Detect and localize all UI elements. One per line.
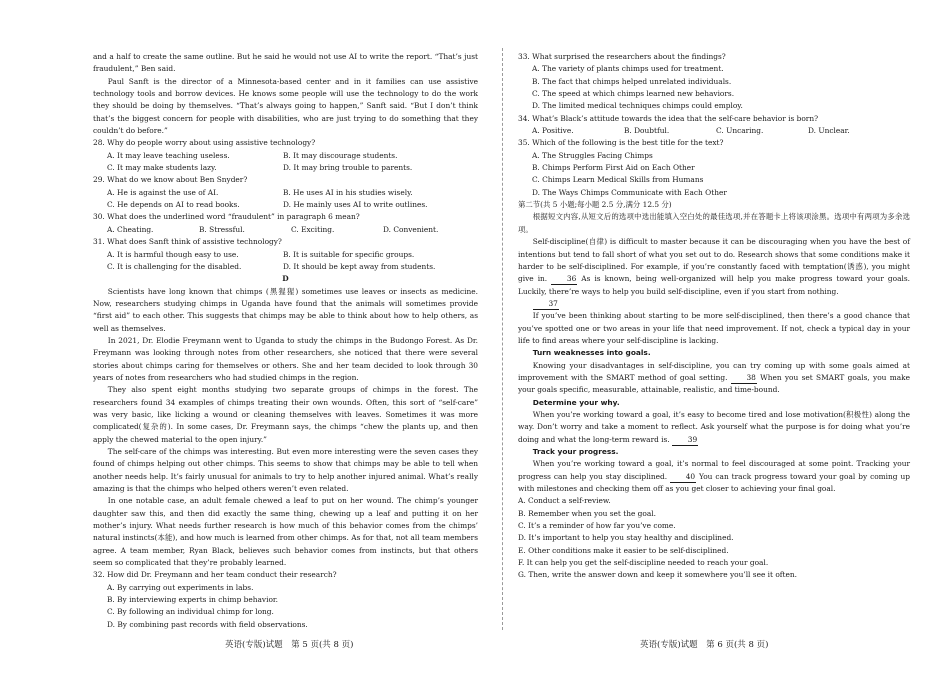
question-stem: 35. Which of the following is the best title for the text? <box>518 138 724 148</box>
cloze-option-d: D. It’s important to help you stay healthy and disciplined. <box>518 533 734 543</box>
question-stem: 29. What do we know about Ben Snyder? <box>93 175 248 185</box>
passage-d-paragraph-5: In one notable case, an adult female chewed a leaf to put on her wound. The chimp’s younger daughter saw this, and then did exactly the same thing, chewing up a leaf and putting it on her mother’s injury. What needs further research is how much of this behavior comes from the chimps’ natural instincts(本能), and how much is learned from other chimps. As for that, not all team members agree. A team member, Ryan Black, believes such behavior comes from instincts, but that others seem so complicated that they’re probably learned. <box>93 496 478 568</box>
cloze-option-g: G. Then, write the answer down and keep it somewhere you’ll see it often. <box>518 570 797 580</box>
passage-c-paragraph-sanft: Paul Sanft is the director of a Minnesota-based center and in it families can use assistive technology tools and borrow devices. He knows some people will use the technology to do the work they should be doing by themselves. “That’s always going to happen,” Sanft said. “But I don’t think that’s the biggest concern for people with disabilities, who are just trying to do something that they couldn’t do before.” <box>93 76 478 136</box>
passage-d-paragraph-2: In 2021, Dr. Elodie Freymann went to Uganda to study the chimps in the Budongo Forest. As Dr. Freymann was looking through notes from other researchers, she noticed that there were several stories about chimps caring for themselves or others. She and her team decided to look through 30 years of notes from researchers who had studied chimps in the region. <box>93 335 478 382</box>
question-35 <box>518 137 910 199</box>
option-c: C. Exciting. <box>291 224 335 234</box>
blank-38: 38 <box>731 373 757 384</box>
question-28 <box>93 137 478 174</box>
cloze-paragraph-4 <box>518 409 910 446</box>
option-c: C. Uncaring. <box>716 126 764 136</box>
question-29 <box>93 174 478 211</box>
subheading-weaknesses: Turn weaknesses into goals. <box>532 348 651 358</box>
cloze-option-c: C. It’s a reminder of how far you’ve come. <box>518 521 676 531</box>
option-c: C. Chimps Learn Medical Skills from Humans <box>532 175 704 185</box>
question-30 <box>93 211 478 236</box>
cloze-text: When you’re working toward a goal, it’s easy to become tired and lose motivation(积极性) along the way. Don’t worry and take a moment to reflect. Ask yourself what the purpose is for doing what you’re doing and what the long-term reward is. <box>518 409 910 444</box>
option-a: A. It is harmful though easy to use. <box>107 249 239 259</box>
option-d: D. Unclear. <box>808 126 850 136</box>
cloze-text: When you set SMART goals, you make your goals specific, measurable, attainable, realistic, and time-bound. <box>518 372 910 395</box>
option-b: B. Chimps Perform First Aid on Each Other <box>532 163 695 173</box>
question-33 <box>518 51 910 113</box>
cloze-paragraph-3 <box>518 360 910 397</box>
option-b: B. By interviewing experts in chimp behavior. <box>107 595 278 605</box>
question-stem: 31. What does Sanft think of assistive technology? <box>93 237 282 247</box>
option-a: A. The Struggles Facing Chimps <box>532 150 653 160</box>
cloze-paragraph-blank-37 <box>518 298 910 310</box>
option-c: C. It is challenging for the disabled. <box>107 261 242 271</box>
option-b: B. It may discourage students. <box>283 150 398 160</box>
cloze-option-f: F. It can help you get the self-discipline needed to reach your goal. <box>518 558 769 568</box>
option-d: D. The Ways Chimps Communicate with Each Other <box>532 187 727 197</box>
option-c: C. It may make students lazy. <box>107 163 217 173</box>
blank-39: 39 <box>672 435 698 446</box>
cloze-options <box>518 495 910 581</box>
cloze-text: When you’re working toward a goal, it’s normal to feel discouraged at some point. Tracking your progress can help you stay disciplined. <box>518 459 910 481</box>
cloze-paragraph-5 <box>518 458 910 495</box>
option-c: C. The speed at which chimps learned new behaviors. <box>532 89 735 99</box>
option-a: A. Positive. <box>532 126 574 136</box>
cloze-option-e: E. Other conditions make it easier to be self-disciplined. <box>518 545 729 555</box>
option-d: D. He mainly uses AI to write outlines. <box>283 200 428 210</box>
option-b: B. Stressful. <box>199 224 245 234</box>
passage-d-paragraph-3: They also spent eight months studying two separate groups of chimps in the forest. The researchers found 34 examples of chimps treating their own wounds. Often, this sort of “self-care” was very basic, like licking a wound or cleaning themselves with leaves. Sometimes it was more complicated(复杂的). In some cases, Dr. Freymann says, the chimps “chew the plants up, and then apply the chewed material to the open injury.” <box>93 385 478 444</box>
option-b: B. He uses AI in his studies wisely. <box>283 187 413 197</box>
cloze-paragraph-1 <box>518 236 910 298</box>
option-a: A. The variety of plants chimps used for treatment. <box>532 64 724 74</box>
question-stem: 33. What surprised the researchers about the findings? <box>518 52 726 61</box>
option-d: D. It may bring trouble to parents. <box>283 163 413 173</box>
option-d: D. It should be kept away from students. <box>283 261 436 271</box>
question-stem: 30. What does the underlined word “fraudulent” in paragraph 6 mean? <box>93 212 360 222</box>
page-footer-6: 英语(专版)试题 第 6 页(共 8 页) <box>640 640 769 650</box>
cloze-text: Self-discipline(自律) is difficult to master because it can be discouraging when you have the best of intentions but tend to fall short of what you set out to do. Research shows that some conditions make it harder to be self-disciplined. For example, if you’re constantly faced with temptation(诱惑), you might give in. <box>518 237 910 284</box>
option-a: A. He is against the use of AI. <box>107 187 219 197</box>
option-c: C. By following an individual chimp for long. <box>107 607 274 617</box>
option-d: D. The limited medical techniques chimps could employ. <box>532 101 743 111</box>
option-b: B. It is suitable for specific groups. <box>283 249 415 259</box>
cloze-text: Knowing your disadvantages in self-discipline, you can try coming up with some goals aimed at improvement with the SMART method of goal setting. <box>518 360 910 382</box>
option-a: A. Cheating. <box>107 224 154 234</box>
cloze-option-b: B. Remember when you set the goal. <box>518 508 656 518</box>
subheading-why: Determine your why. <box>532 397 620 407</box>
option-c: C. He depends on AI to read books. <box>107 200 240 210</box>
question-31 <box>93 236 478 273</box>
passage-d-paragraph-1: Scientists have long known that chimps (黑猩猩) sometimes use leaves or insects as medicine. Now, researchers studying chimps in Uganda have found that the animals will sometimes provide “first aid” to each other. This suggests that chimps may be able to think about how to help others, as well as themselves. <box>93 286 478 333</box>
left-column <box>93 51 478 631</box>
cloze-text: You can track progress toward your goal by coming up with milestones and checking them off as you get closer to achieving your final goal. <box>518 471 910 494</box>
option-d: D. Convenient. <box>383 224 439 234</box>
question-32 <box>93 569 478 631</box>
section-2-instructions: 根据短文内容,从短文后的选项中选出能填入空白处的最佳选项,并在答题卡上将该项涂黑。选项中有两项为多余选项。 <box>518 212 910 234</box>
option-a: A. By carrying out experiments in labs. <box>107 582 254 592</box>
section-2-heading: 第二节(共 5 小题;每小题 2.5 分,满分 12.5 分) <box>518 200 672 210</box>
right-column <box>518 51 910 582</box>
cloze-text: As is known, being well-organized will help you make progress toward your goals. Luckily, there’re ways to help you build self-discipline, even if you start from nothing. <box>518 274 910 296</box>
cloze-paragraph-2: If you’ve been thinking about starting to be more self-disciplined, then there’s a good chance that you’ve spotted one or two areas in your life that need improvement. If not, check a typical day in your life to find areas where your self-discipline is lacking. <box>518 311 910 345</box>
blank-36: 36 <box>551 274 577 285</box>
question-34 <box>518 113 910 138</box>
cloze-option-a: A. Conduct a self-review. <box>518 496 611 506</box>
passage-d-paragraph-4: The self-care of the chimps was interesting. But even more interesting were the seven cases they found of chimps helping out other chimps. This seems to show that chimps may be able to tell when another needs help. It’s fairly unusual for animals to try to help another injured animal. What’s really amazing is that the chimps who helped others weren’t even related. <box>93 447 478 494</box>
blank-37: 37 <box>533 299 559 310</box>
blank-40: 40 <box>670 472 696 483</box>
option-b: B. The fact that chimps helped unrelated individuals. <box>532 76 732 86</box>
option-d: D. By combining past records with field observations. <box>107 619 308 629</box>
passage-d-title: D <box>282 274 289 284</box>
option-b: B. Doubtful. <box>624 126 670 136</box>
question-stem: 32. How did Dr. Freymann and her team conduct their research? <box>93 570 337 580</box>
question-stem: 34. What’s Black’s attitude towards the idea that the self-care behavior is born? <box>518 113 819 123</box>
page-footer-5: 英语(专版)试题 第 5 页(共 8 页) <box>225 640 354 650</box>
option-a: A. It may leave teaching useless. <box>107 150 230 160</box>
passage-c-continuation: and a half to create the same outline. But he said he would not use AI to write the report. “That’s just fraudulent,” Ben said. <box>93 52 478 74</box>
question-stem: 28. Why do people worry about using assistive technology? <box>93 138 316 148</box>
column-divider <box>502 48 503 630</box>
subheading-progress: Track your progress. <box>532 447 619 456</box>
